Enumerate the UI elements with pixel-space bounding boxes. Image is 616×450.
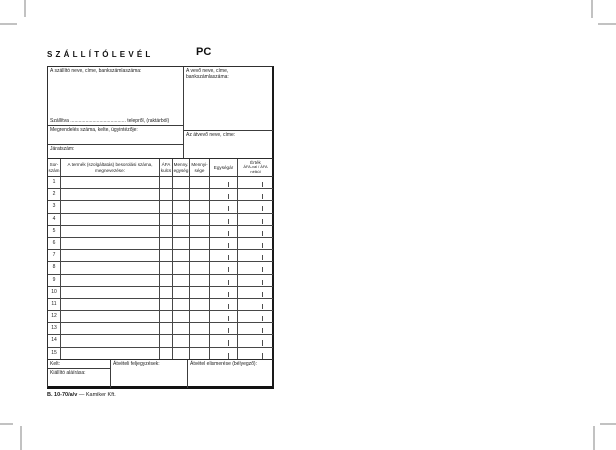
header-value <box>238 159 273 176</box>
row-number-cell: 10 <box>48 287 61 298</box>
value-cell <box>238 250 273 261</box>
vat-cell <box>160 287 173 298</box>
unit-cell <box>173 250 190 261</box>
vat-cell <box>160 238 173 249</box>
header-line: ÁFA <box>161 161 171 167</box>
page-edge-artifact <box>0 423 13 425</box>
unit-cell <box>173 335 190 346</box>
quantity-cell <box>190 335 210 346</box>
product-cell <box>61 226 160 237</box>
value-cell <box>238 189 273 200</box>
route-number-box <box>48 144 184 158</box>
table-row <box>48 323 273 335</box>
date-cell <box>48 360 111 388</box>
vat-cell <box>160 275 173 286</box>
table-row <box>48 311 273 323</box>
table-row <box>48 335 273 347</box>
order-label: Megrendelés száma, kelte, ügyintézője: <box>50 127 138 133</box>
page-edge-artifact <box>593 426 595 450</box>
product-cell <box>61 201 160 212</box>
product-cell <box>61 311 160 322</box>
page-edge-artifact <box>598 23 616 25</box>
header-unit-price <box>210 159 238 176</box>
date-label: Kelt: <box>50 361 61 367</box>
row-number-cell: 12 <box>48 311 61 322</box>
header-product <box>61 159 160 176</box>
route-number-label: Járatszám: <box>50 146 75 152</box>
product-cell <box>61 287 160 298</box>
product-cell <box>61 323 160 334</box>
unit-cell <box>173 201 190 212</box>
row-number-cell: 1 <box>48 177 61 188</box>
product-cell <box>61 348 160 360</box>
row-number-cell: 9 <box>48 275 61 286</box>
unit-cell <box>173 238 190 249</box>
receiver-box <box>184 130 273 158</box>
header-line: sége <box>194 167 205 173</box>
unit-cell <box>173 214 190 225</box>
receiver-label: Az átvevő neve, címe: <box>186 132 236 138</box>
delivery-note-form <box>47 66 274 389</box>
product-cell <box>61 214 160 225</box>
value-cell <box>238 311 273 322</box>
header-row-number <box>48 159 61 176</box>
value-cell <box>238 201 273 212</box>
header-line: szám <box>48 167 60 173</box>
unit-cell <box>173 299 190 310</box>
quantity-cell <box>190 299 210 310</box>
table-row <box>48 262 273 274</box>
header-line: A termék (szolgáltatás) besorolási száma, megnevezése: <box>67 161 153 173</box>
header-line: Mennyi- <box>191 161 208 167</box>
product-cell <box>61 189 160 200</box>
header-vat <box>160 159 173 176</box>
items-table <box>48 158 273 360</box>
table-row <box>48 299 273 311</box>
page-edge-artifact <box>24 0 26 17</box>
table-body <box>48 177 273 360</box>
quantity-cell <box>190 250 210 261</box>
vat-cell <box>160 214 173 225</box>
unit-price-cell <box>210 275 238 286</box>
issuer-signature-label: Kiállító aláírása: <box>50 370 86 376</box>
header-unit <box>173 159 190 176</box>
header-line: Egységár <box>213 164 234 170</box>
row-number-cell: 13 <box>48 323 61 334</box>
quantity-cell <box>190 214 210 225</box>
row-number-cell: 5 <box>48 226 61 237</box>
receipt-ack-label: Átvétel elismerése (bélyegző): <box>190 361 257 367</box>
quantity-cell <box>190 238 210 249</box>
quantity-cell <box>190 189 210 200</box>
value-cell <box>238 287 273 298</box>
table-row <box>48 287 273 299</box>
value-cell <box>238 299 273 310</box>
row-number-cell: 4 <box>48 214 61 225</box>
row-number-cell: 8 <box>48 262 61 273</box>
unit-price-cell <box>210 335 238 346</box>
product-cell <box>61 250 160 261</box>
value-cell <box>238 323 273 334</box>
supplier-label: A szállító neve, címe, bankszámlaszáma: <box>50 68 142 74</box>
supplier-box <box>48 67 184 125</box>
publisher: Kamiker Kft. <box>85 392 116 398</box>
value-cell <box>238 262 273 273</box>
vat-cell <box>160 189 173 200</box>
buyer-label: A vevő neve, címe, bankszámlaszáma: <box>186 68 229 80</box>
header-line: egység <box>173 167 189 173</box>
table-row <box>48 201 273 213</box>
unit-price-cell <box>210 323 238 334</box>
table-row <box>48 250 273 262</box>
receipt-notes-cell <box>111 360 188 388</box>
order-box <box>48 125 184 144</box>
unit-price-cell <box>210 177 238 188</box>
table-row <box>48 177 273 189</box>
header-quantity <box>190 159 210 176</box>
form-footer <box>47 392 116 398</box>
vat-cell <box>160 250 173 261</box>
unit-price-cell <box>210 287 238 298</box>
page-edge-artifact <box>20 426 22 450</box>
header-line: kulcs <box>160 167 172 173</box>
copy-code: PC <box>196 46 212 58</box>
page-title: SZÁLLÍTÓLEVÉL <box>47 50 154 59</box>
value-cell <box>238 238 273 249</box>
quantity-cell <box>190 201 210 212</box>
unit-cell <box>173 275 190 286</box>
quantity-cell <box>190 348 210 360</box>
table-row <box>48 238 273 250</box>
row-number-cell: 14 <box>48 335 61 346</box>
unit-cell <box>173 177 190 188</box>
table-row <box>48 275 273 287</box>
vat-cell <box>160 262 173 273</box>
vat-cell <box>160 323 173 334</box>
footer-separator: — <box>78 392 85 398</box>
signature-section <box>48 359 273 388</box>
unit-cell <box>173 287 190 298</box>
vat-cell <box>160 201 173 212</box>
quantity-cell <box>190 275 210 286</box>
vat-cell <box>160 348 173 360</box>
form-number: B. 10-70/a/v <box>47 392 78 398</box>
header-line: Sor- <box>49 161 59 167</box>
value-cell <box>238 335 273 346</box>
vat-cell <box>160 335 173 346</box>
product-cell <box>61 299 160 310</box>
header-subline: ÁFA-val / ÁFA nélkül <box>243 164 268 175</box>
product-cell <box>61 238 160 249</box>
unit-price-cell <box>210 226 238 237</box>
product-cell <box>61 335 160 346</box>
product-cell <box>61 275 160 286</box>
row-number-cell: 6 <box>48 238 61 249</box>
receipt-notes-label: Átvételi feljegyzések: <box>113 361 160 367</box>
vat-cell <box>160 226 173 237</box>
page-edge-artifact <box>600 423 616 425</box>
row-number-cell: 7 <box>48 250 61 261</box>
unit-cell <box>173 262 190 273</box>
unit-price-cell <box>210 250 238 261</box>
quantity-cell <box>190 287 210 298</box>
table-row <box>48 214 273 226</box>
shipped-from-line: Szállítva ........................................ telepről, (raktárból) <box>50 118 170 124</box>
table-row <box>48 189 273 201</box>
unit-price-cell <box>210 189 238 200</box>
value-cell <box>238 214 273 225</box>
value-cell <box>238 226 273 237</box>
receipt-ack-cell <box>188 360 273 388</box>
value-cell <box>238 275 273 286</box>
unit-cell <box>173 226 190 237</box>
unit-price-cell <box>210 214 238 225</box>
quantity-cell <box>190 311 210 322</box>
header-line: Menny. <box>173 161 189 167</box>
row-number-cell: 11 <box>48 299 61 310</box>
vat-cell <box>160 299 173 310</box>
vat-cell <box>160 311 173 322</box>
items-table-header <box>48 159 273 177</box>
unit-price-cell <box>210 238 238 249</box>
table-row <box>48 348 273 360</box>
product-cell <box>61 262 160 273</box>
quantity-cell <box>190 323 210 334</box>
unit-price-cell <box>210 299 238 310</box>
header-line: Érték <box>250 159 261 165</box>
value-cell <box>238 177 273 188</box>
unit-cell <box>173 348 190 360</box>
page-edge-artifact <box>0 23 17 25</box>
quantity-cell <box>190 226 210 237</box>
row-number-cell: 15 <box>48 348 61 360</box>
unit-price-cell <box>210 262 238 273</box>
unit-cell <box>173 311 190 322</box>
unit-price-cell <box>210 348 238 360</box>
unit-cell <box>173 323 190 334</box>
unit-cell <box>173 189 190 200</box>
vat-cell <box>160 177 173 188</box>
quantity-cell <box>190 262 210 273</box>
product-cell <box>61 177 160 188</box>
quantity-cell <box>190 177 210 188</box>
row-number-cell: 2 <box>48 189 61 200</box>
buyer-box <box>184 67 273 130</box>
value-cell <box>238 348 273 360</box>
page-edge-artifact <box>591 0 593 18</box>
unit-price-cell <box>210 311 238 322</box>
row-number-cell: 3 <box>48 201 61 212</box>
table-row <box>48 226 273 238</box>
unit-price-cell <box>210 201 238 212</box>
